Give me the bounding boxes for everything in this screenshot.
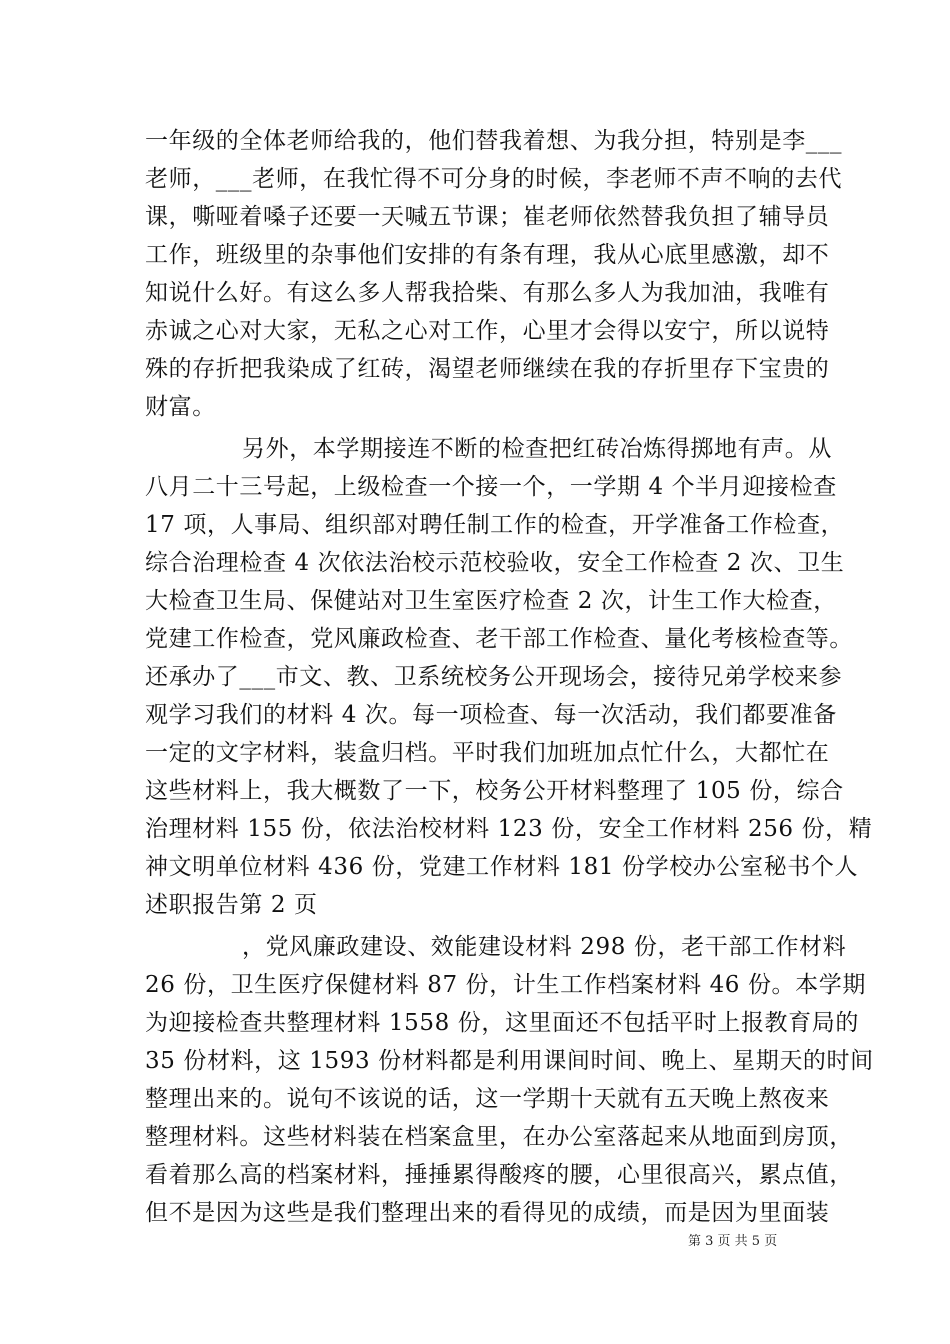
text-line: 赤诚之心对大家，无私之心对工作，心里才会得以安宁，所以说特 <box>145 318 830 344</box>
paragraph-first-line: ，党风廉政建设、效能建设材料 298 份，老干部工作材料 <box>242 934 847 960</box>
text-line: 17 项，人事局、组织部对聘任制工作的检查，开学准备工作检查， <box>145 512 845 538</box>
text-line: 老师，___老师，在我忙得不可分身的时候，李老师不声不响的去代 <box>145 166 843 192</box>
text-line: 八月二十三号起，上级检查一个接一个，一学期 4 个半月迎接检查 <box>145 474 837 500</box>
text-line: 但不是因为这些是我们整理出来的看得见的成绩，而是因为里面装 <box>145 1200 830 1226</box>
text-line: 财富。 <box>145 394 216 420</box>
text-line: 一定的文字材料，装盒归档。平时我们加班加点忙什么，大都忙在 <box>145 740 830 766</box>
text-line: 述职报告第 2 页 <box>145 892 318 918</box>
text-line: 整理出来的。说句不该说的话，这一学期十天就有五天晚上熬夜来 <box>145 1086 830 1112</box>
text-line: 综合治理检查 4 次依法治校示范校验收，安全工作检查 2 次、卫生 <box>145 550 845 576</box>
text-line: 整理材料。这些材料装在档案盒里，在办公室落起来从地面到房顶， <box>145 1124 853 1150</box>
text-line: 观学习我们的材料 4 次。每一项检查、每一次活动，我们都要准备 <box>145 702 837 728</box>
text-line: 治理材料 155 份，依法治校材料 123 份，安全工作材料 256 份，精 <box>145 816 873 842</box>
text-line: 知说什么好。有这么多人帮我拾柴、有那么多人为我加油，我唯有 <box>145 280 830 306</box>
paragraph-first-line: 另外，本学期接连不断的检查把红砖冶炼得掷地有声。从 <box>242 436 832 462</box>
text-line: 为迎接检查共整理材料 1558 份，这里面还不包括平时上报教育局的 <box>145 1010 859 1036</box>
text-line: 这些材料上，我大概数了一下，校务公开材料整理了 105 份，综合 <box>145 778 844 804</box>
text-line: 35 份材料，这 1593 份材料都是利用课间时间、晚上、星期天的时间 <box>145 1048 874 1074</box>
text-line: 一年级的全体老师给我的，他们替我着想、为我分担，特别是李___ <box>145 128 843 154</box>
text-line: 看着那么高的档案材料，捶捶累得酸疼的腰，心里很高兴，累点值， <box>145 1162 853 1188</box>
text-line: 工作，班级里的杂事他们安排的有条有理，我从心底里感激，却不 <box>145 242 830 268</box>
text-line: 神文明单位材料 436 份，党建工作材料 181 份学校办公室秘书个人 <box>145 854 859 880</box>
text-line: 大检查卫生局、保健站对卫生室医疗检查 2 次，计生工作大检查， <box>145 588 837 614</box>
text-line: 26 份，卫生医疗保健材料 87 份，计生工作档案材料 46 份。本学期 <box>145 972 866 998</box>
page-number-footer: 第 3 页 共 5 页 <box>688 1234 778 1249</box>
text-line: 还承办了___市文、教、卫系统校务公开现场会，接待兄弟学校来参 <box>145 664 843 690</box>
text-line: 党建工作检查，党风廉政检查、老干部工作检查、量化考核检查等。 <box>145 626 853 652</box>
text-line: 课，嘶哑着嗓子还要一天喊五节课；崔老师依然替我负担了辅导员 <box>145 204 830 230</box>
text-line: 殊的存折把我染成了红砖，渴望老师继续在我的存折里存下宝贵的 <box>145 356 830 382</box>
